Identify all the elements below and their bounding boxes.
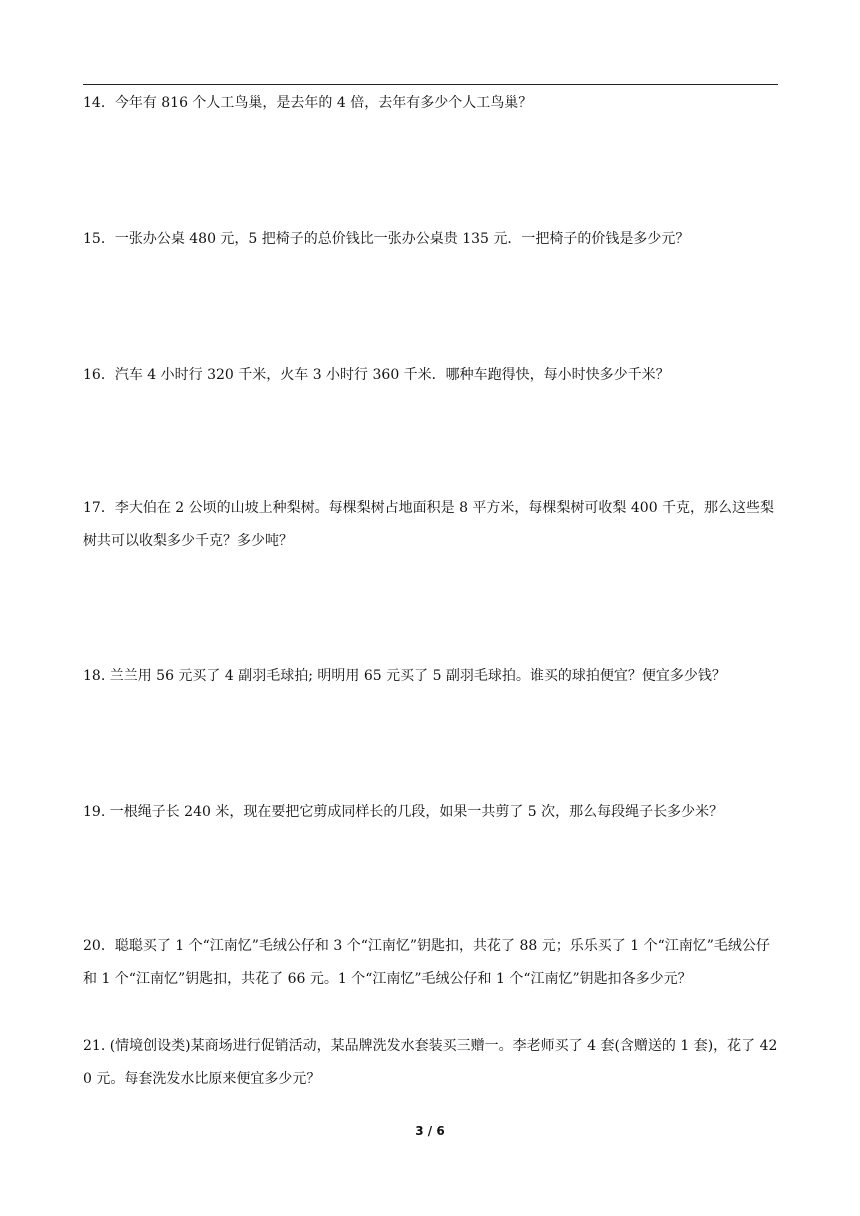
question-20: 20．聪聪买了 1 个“江南忆”毛绒公仔和 3 个“江南忆”钥匙扣，共花了 88 元；乐乐买了 1 个“江南忆”毛绒公仔和 1 个“江南忆”钥匙扣，共花了 66 元。1 个“江南忆”毛绒公仔和 1 个“江南忆”钥匙扣各多少元？ xyxy=(83,938,770,987)
question-17: 17．李大伯在 2 公顷的山坡上种梨树。每棵梨树占地面积是 8 平方米，每棵梨树可收梨 400 千克，那么这些梨树共可以收梨多少千克？多少吨？ xyxy=(83,500,775,549)
question-14: 14．今年有 816 个人工鸟巢，是去年的 4 倍，去年有多少个人工鸟巢？ xyxy=(83,95,533,111)
page-number: 3 / 6 xyxy=(415,1124,445,1138)
question-19: 19. 一根绳子长 240 米，现在要把它剪成同样长的几段，如果一共剪了 5 次，那么每段绳子长多少米？ xyxy=(83,804,724,820)
question-18: 18. 兰兰用 56 元买了 4 副羽毛球拍; 明明用 65 元买了 5 副羽毛球拍。谁买的球拍便宜？便宜多少钱？ xyxy=(83,668,726,684)
question-15: 15．一张办公桌 480 元，5 把椅子的总价钱比一张办公桌贵 135 元．一把椅子的价钱是多少元？ xyxy=(83,231,690,247)
header-rule xyxy=(83,84,778,85)
question-21: 21. (情境创设类)某商场进行促销活动，某品牌洗发水套装买三赠一。李老师买了 4 套(含赠送的 1 套)，花了 420 元。每套洗发水比原来便宜多少元？ xyxy=(83,1038,778,1087)
question-16: 16．汽车 4 小时行 320 千米，火车 3 小时行 360 千米．哪种车跑得快，每小时快多少千米？ xyxy=(83,367,670,383)
